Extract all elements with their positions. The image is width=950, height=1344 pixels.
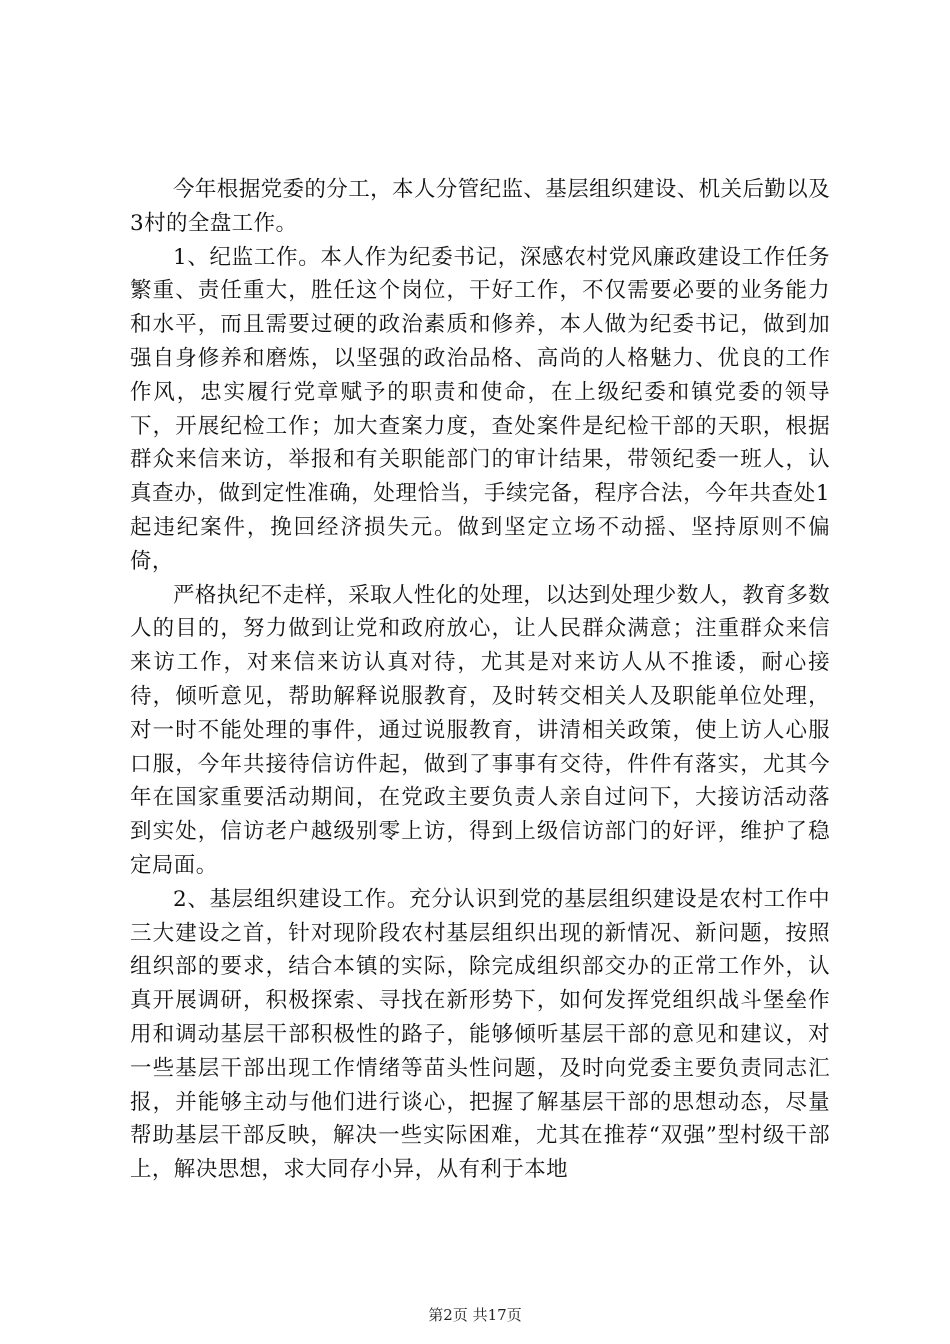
document-body (130, 173, 830, 1187)
paragraph-petition-work: 严格执纪不走样，采取人性化的处理，以达到处理少数人，教育多数人的目的，努力做到让党和政府放心，让人民群众满意；注重群众来信来访工作，对来信来访认真对待，尤其是对来访人从不推诿，耐心接待，倾听意见，帮助解释说服教育，及时转交相关人及职能单位处理，对一时不能处理的事件，通过说服教育，讲清相关政策，使上访人心服口服，今年共接待信访件起，做到了事事有交待，件件有落实，尤其今年在国家重要活动期间，在党政主要负责人亲自过问下，大接访活动落到实处，信访老户越级别零上访，得到上级信访部门的好评，维护了稳定局面。 (130, 582, 831, 878)
paragraph-discipline-work: 1、纪监工作。本人作为纪委书记，深感农村党风廉政建设工作任务繁重、责任重大，胜任这个岗位，干好工作，不仅需要必要的业务能力和水平，而且需要过硬的政治素质和修养，本人做为纪委书记，做到加强自身修养和磨炼，以坚强的政治品格、高尚的人格魅力、优良的工作作风，忠实履行党章赋予的职责和使命，在上级纪委和镇党委的领导下，开展纪检工作；加大查案力度，查处案件是纪检干部的天职，根据群众来信来访，举报和有关职能部门的审计结果，带领纪委一班人，认真查办，做到定性准确，处理恰当，手续完备，程序合法，今年共查处1起违纪案件，挽回经济损失元。做到坚定立场不动摇、坚持原则不偏倚， (130, 244, 830, 574)
paragraph-intro: 今年根据党委的分工，本人分管纪监、基层组织建设、机关后勤以及3村的全盘工作。 (130, 177, 831, 236)
page-number-footer: 第2页 共17页 (428, 1306, 522, 1324)
paragraph-grassroots-organization: 2、基层组织建设工作。充分认识到党的基层组织建设是农村工作中三大建设之首，针对现阶段农村基层组织出现的新情况、新问题，按照组织部的要求，结合本镇的实际，除完成组织部交办的正常工作外，认真开展调研，积极探索、寻找在新形势下，如何发挥党组织战斗堡垒作用和调动基层干部积极性的路子，能够倾听基层干部的意见和建议，对一些基层干部出现工作情绪等苗头性问题，及时向党委主要负责同志汇报，并能够主动与他们进行谈心，把握了解基层干部的思想动态，尽量帮助基层干部反映，解决一些实际困难，尤其在推荐“双强”型村级干部上，解决思想，求大同存小异，从有利于本地 (130, 886, 830, 1183)
